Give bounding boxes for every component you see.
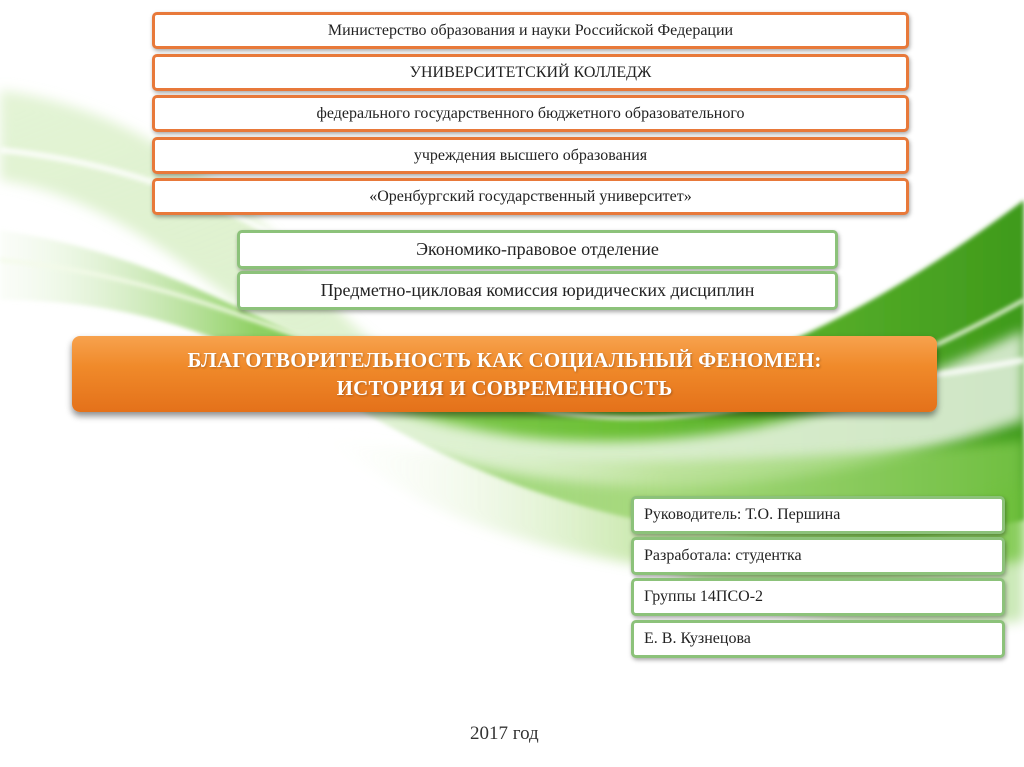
ministry-box <box>152 12 909 49</box>
title-line-2: ИСТОРИЯ И СОВРЕМЕННОСТЬ <box>336 376 673 400</box>
institution-box <box>152 137 909 174</box>
supervisor-text: Руководитель: Т.О. Першина <box>644 506 841 523</box>
author-role-box <box>631 537 1005 575</box>
year-label: 2017 год <box>470 723 539 744</box>
department-box <box>237 230 838 269</box>
college-box <box>152 54 909 91</box>
commission-text: Предметно-цикловая комиссия юридических дисциплин <box>320 280 755 300</box>
supervisor-box <box>631 496 1005 534</box>
presentation-title <box>72 336 937 412</box>
federal-text: федерального государственного бюджетного образовательного <box>316 104 745 122</box>
college-text: УНИВЕРСИТЕТСКИЙ КОЛЛЕДЖ <box>409 63 652 81</box>
commission-box <box>237 271 838 310</box>
group-box <box>631 578 1005 616</box>
university-text: «Оренбургский государственный университет» <box>369 187 692 205</box>
group-text: Группы 14ПСО-2 <box>644 588 764 605</box>
university-box <box>152 178 909 215</box>
author-role-text: Разработала: студентка <box>644 547 802 564</box>
author-name-text: Е. В. Кузнецова <box>644 630 751 647</box>
federal-box <box>152 95 909 132</box>
author-name-box <box>631 620 1005 658</box>
title-line-1: БЛАГОТВОРИТЕЛЬНОСТЬ КАК СОЦИАЛЬНЫЙ ФЕНОМЕН: <box>187 348 822 372</box>
department-text: Экономико-правовое отделение <box>416 239 659 259</box>
ministry-text: Министерство образования и науки Российской Федерации <box>327 21 734 39</box>
institution-text: учреждения высшего образования <box>413 146 648 164</box>
